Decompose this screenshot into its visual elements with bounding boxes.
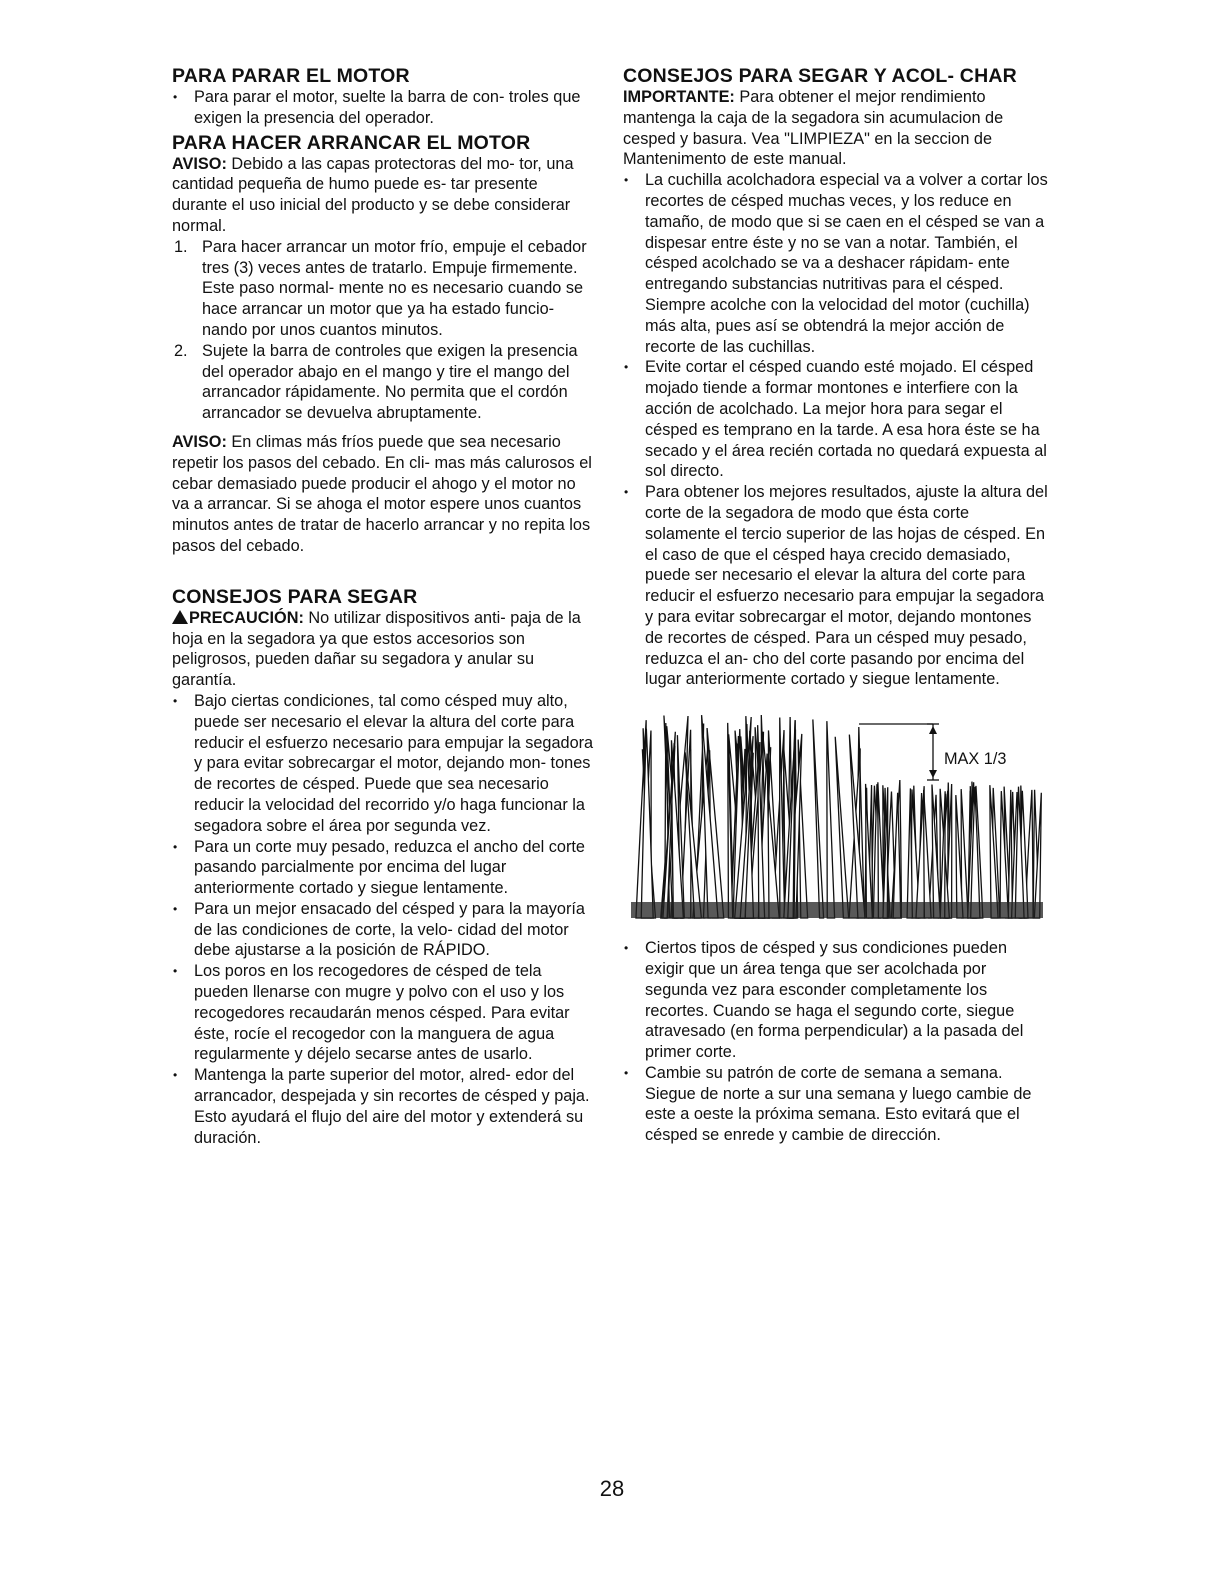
caution-text: No utilizar dispositivos anti- paja de la hoja en la segadora ya que estos accesorios son peligrosos, pueden dañar su segadora y anular su garantía. bbox=[172, 608, 581, 690]
mowing-tips-list bbox=[172, 691, 597, 1149]
important-text: Para obtener el mejor rendimiento mantenga la caja de la segadora sin acumulacion de cesped y basura. Vea "LIMPIEZA" en la seccion de Mantenimento de este manual. bbox=[623, 88, 1004, 169]
mulching-tips-list-2 bbox=[623, 938, 1048, 1146]
list-item: • Bajo ciertas condiciones, tal como césped muy alto, puede ser necesario el elevar la altura del corte para reducir el esfuerzo necesario para empujar la segadora y para evitar sobrecargar el motor, dejando mon- tones de recortes de césped. Puede que sea necesario reducir la velocidad del recorrido y/o haga funcionar la segadora sobre el área por segunda vez. bbox=[172, 691, 597, 837]
right-column bbox=[623, 66, 1048, 1146]
list-item: • Evite cortar el césped cuando esté mojado. El césped mojado tiende a formar montones e interfiere con la acción de acolchado. La mejor hora para segar el césped es temprano en la tarde. A esa hora éste se ha secado y el área recién cortada no quedará expuesta al sol directo. bbox=[623, 357, 1048, 482]
list-item: • Para un mejor ensacado del césped y para la mayoría de las condiciones de corte, la velo- cidad del motor debe ajustarse a la posición de RÁPIDO. bbox=[172, 899, 597, 961]
list-item bbox=[172, 341, 597, 424]
mulching-tips-list bbox=[623, 170, 1048, 690]
list-item: • La cuchilla acolchadora especial va a volver a cortar los recortes de césped muchas veces, y los reduce en tamaño, de modo que si se caen en el césped se van a dispesar entre éste y no se van a notar. También, el césped acolchado se va a deshacer rápidam- ente entregando substancias nutritivas para el césped. Siempre acolche con la velocidad del motor (cuchilla) más alta, pues así se obtendrá la mejor acción de recorte de las cuchillas. bbox=[623, 170, 1048, 357]
start-notice bbox=[172, 154, 597, 237]
cut-grass-blade bbox=[924, 790, 931, 918]
grass-base-shadow bbox=[631, 902, 1043, 918]
list-item: • Mantenga la parte superior del motor, alred- edor del arrancador, despejada y sin recortes de césped y paja. Esto ayudará el flujo del aire del motor y extenderá su duración. bbox=[172, 1065, 597, 1148]
tall-grass-blade bbox=[827, 721, 835, 918]
grass-illustration bbox=[631, 710, 1051, 926]
notice-label: AVISO: bbox=[172, 154, 227, 173]
list-item: • Los poros en los recogedores de césped de tela pueden llenarse con mugre y polvo con el uso y los recogedores recaudarán menos césped. Para evitar éste, rocíe el recogedor con la manguera de agua regularmente y déjelo secarse antes de usarlo. bbox=[172, 961, 597, 1065]
important-paragraph bbox=[623, 87, 1048, 170]
list-item: • Ciertos tipos de césped y sus condiciones pueden exigir que un área tenga que ser acolchada por segunda vez para esconder completamente los recortes. Cuando se haga el segundo corte, siegue atravesado (en forma perpendicular) a la pasada del primer corte. bbox=[623, 938, 1048, 1063]
tall-grass-blade bbox=[835, 737, 848, 918]
notice-text: Debido a las capas protectoras del mo- tor, una cantidad pequeña de humo puede es- tar presente durante el uso inicial del producto y se debe considerar normal. bbox=[172, 154, 574, 235]
max-one-third-label: MAX 1/3 bbox=[944, 750, 1007, 769]
list-item bbox=[172, 237, 597, 341]
tall-grass-blade bbox=[813, 720, 824, 919]
grass-cut-height-illustration bbox=[631, 710, 1051, 926]
warning-triangle-icon bbox=[172, 610, 188, 624]
cold-climate-notice bbox=[172, 432, 597, 557]
notice-text: En climas más fríos puede que sea necesario repetir los pasos del cebado. En cli- mas más calurosos el cebar demasiado puede producir el ahogo y el motor no va a arrancar. Si se ahoga el motor espere unos cuantos minutos antes de tratar de hacerlo arrancar y no repita los pasos del cebado. bbox=[172, 432, 592, 555]
stop-engine-list bbox=[172, 87, 597, 129]
step-text: Para hacer arrancar un motor frío, empuje el cebador tres (3) veces antes de tratarlo. Empuje firmemente. Este paso normal- mente no es necesario cuando se hace arrancar un motor que ya ha estado funcio- nando por unos cuantos minutos. bbox=[202, 237, 587, 339]
mowing-tips-title: CONSEJOS PARA SEGAR bbox=[172, 585, 418, 608]
list-item: • Cambie su patrón de corte de semana a semana. Siegue de norte a sur una semana y luego cambie de este a oeste la próxima semana. Esto evitará que el césped se enrede y cambie de dirección. bbox=[623, 1063, 1048, 1146]
list-item: • Para parar el motor, suelte la barra de con- troles que exigen la presencia del operador. bbox=[172, 87, 597, 129]
caution-paragraph bbox=[172, 608, 597, 691]
step-number: 1. bbox=[174, 237, 188, 256]
step-text: Sujete la barra de controles que exigen la presencia del operador abajo en el mango y tire el mango del arrancador rápidamente. No permita que el cordón arrancador se devuelva abruptamente. bbox=[202, 341, 578, 423]
stop-engine-title: PARA PARAR EL MOTOR bbox=[172, 65, 410, 87]
step-number: 2. bbox=[174, 341, 188, 360]
start-steps bbox=[172, 237, 597, 424]
list-item: • Para obtener los mejores resultados, ajuste la altura del corte de la segadora de modo que ésta corte solamente el tercio superior de las hojas de césped. En el caso de que el césped haya crecido demasiado, puede ser necesario el elevar la altura del corte para reducir el esfuerzo necesario para empujar la segadora y para evitar sobrecargar el motor, dejando montones de recortes de césped. Para un césped muy pesado, reduzca el an- cho del corte pasando por encima del lugar anteriormente cortado y siegue lentamente. bbox=[623, 482, 1048, 690]
left-column bbox=[172, 66, 597, 1148]
mulching-tips-title: CONSEJOS PARA SEGAR Y ACOL- CHAR bbox=[623, 65, 1017, 87]
page-number: 28 bbox=[599, 1476, 625, 1501]
start-engine-title: PARA HACER ARRANCAR EL MOTOR bbox=[172, 131, 531, 154]
list-item: • Para un corte muy pesado, reduzca el ancho del corte pasando parcialmente por encima del lugar anteriormente cortado y siegue lentamente. bbox=[172, 837, 597, 899]
caution-label: PRECAUCIÓN: bbox=[172, 609, 304, 627]
notice-label: AVISO: bbox=[172, 432, 227, 451]
important-label: IMPORTANTE: bbox=[623, 88, 735, 106]
